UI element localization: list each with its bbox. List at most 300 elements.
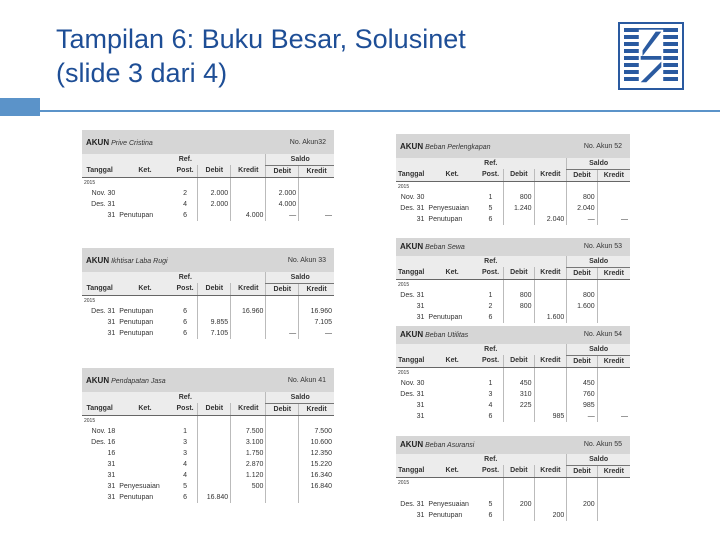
table-cell: 800 xyxy=(504,301,534,312)
table-row xyxy=(396,477,630,488)
table-cell: 200 xyxy=(567,499,597,510)
ledger-account-number: No. Akun 33 xyxy=(287,257,326,264)
table-cell xyxy=(534,400,567,411)
table-cell: 200 xyxy=(534,510,567,521)
table-cell xyxy=(266,317,299,328)
table-cell xyxy=(426,192,477,203)
table-cell xyxy=(117,470,172,481)
table-cell: 10.600 xyxy=(299,437,334,448)
table-cell: 2015 xyxy=(84,179,96,186)
table-row xyxy=(82,317,334,328)
table-cell: 5 xyxy=(183,483,188,490)
ledger-account-number: No. Akun 53 xyxy=(583,243,622,250)
header-post: Post. xyxy=(478,267,504,279)
header-post: Post. xyxy=(173,403,198,415)
table-cell: 31 xyxy=(107,494,116,501)
table-cell: 31 xyxy=(416,512,425,519)
table-cell xyxy=(299,492,334,503)
table-cell: 2015 xyxy=(398,479,410,486)
ledger-header xyxy=(82,130,334,154)
table-cell xyxy=(231,317,266,328)
table-cell xyxy=(534,389,567,400)
ledger-account-name: Beban Sewa xyxy=(425,244,465,251)
table-cell: Penutupan xyxy=(119,319,154,326)
table-cell: 16.960 xyxy=(231,306,266,317)
header-kredit: Kredit xyxy=(534,169,567,181)
table-cell: 31 xyxy=(416,413,425,420)
header-ket: Ket. xyxy=(426,169,477,181)
table-cell xyxy=(426,411,477,422)
table-cell: 7.105 xyxy=(198,328,231,339)
table-cell: — xyxy=(299,210,334,221)
table-cell: 2.000 xyxy=(198,199,231,210)
ledger-beban-sewa xyxy=(396,238,630,321)
ledger-beban-perlengkapan xyxy=(396,134,630,226)
table-row xyxy=(396,400,630,411)
table-row xyxy=(396,203,630,214)
table-cell xyxy=(426,378,477,389)
header-saldo-debit: Debit xyxy=(567,465,597,477)
header-post: Post. xyxy=(173,165,198,177)
table-cell: 9.855 xyxy=(198,317,231,328)
slide-title xyxy=(56,22,616,90)
table-cell: 2015 xyxy=(398,369,410,376)
header-ket: Ket. xyxy=(426,465,477,477)
table-cell: Des. 31 xyxy=(400,391,425,398)
table-cell: 500 xyxy=(231,481,266,492)
table-cell: Penutupan xyxy=(119,308,154,315)
table-cell xyxy=(266,426,299,437)
header-saldo: Saldo xyxy=(266,392,334,403)
table-cell xyxy=(266,437,299,448)
header-ket: Ket. xyxy=(426,355,477,367)
ledger-akun-label: AKUN Pendapatan Jasa xyxy=(86,376,166,385)
ledger-header xyxy=(82,368,334,392)
header-post: Post. xyxy=(478,355,504,367)
ledger-akun-label: AKUN Beban Utilitas xyxy=(400,330,469,339)
header-kredit: Kredit xyxy=(231,403,266,415)
ledger-table xyxy=(82,154,334,221)
table-cell: Penutupan xyxy=(119,494,154,501)
header-ref: Ref. xyxy=(478,344,504,355)
table-cell: 800 xyxy=(567,192,597,203)
table-cell xyxy=(597,290,630,301)
ledger-ikhtisar-laba-rugi xyxy=(82,248,334,346)
table-cell: 3 xyxy=(183,450,188,457)
ledger-table xyxy=(82,272,334,339)
ledger-table xyxy=(396,256,630,323)
table-cell xyxy=(299,188,334,199)
table-cell xyxy=(266,448,299,459)
table-cell: 6 xyxy=(183,330,188,337)
header-ref: Ref. xyxy=(478,158,504,169)
header-post: Post. xyxy=(478,169,504,181)
ledger-table xyxy=(396,454,630,521)
header-tanggal: Tanggal xyxy=(82,403,117,415)
table-cell xyxy=(198,306,231,317)
slide-title-line-1: Tampilan 6: Buku Besar, Solusinet xyxy=(56,24,466,54)
table-cell: 7.105 xyxy=(299,317,334,328)
table-cell: 760 xyxy=(567,389,597,400)
table-cell: 15.220 xyxy=(299,459,334,470)
table-cell: Des. 31 xyxy=(91,308,116,315)
table-cell xyxy=(117,426,172,437)
table-cell: 2015 xyxy=(84,417,96,424)
table-cell: Penutupan xyxy=(428,216,463,223)
table-cell: Des. 31 xyxy=(400,292,425,299)
table-row xyxy=(82,470,334,481)
header-ref: Ref. xyxy=(478,256,504,267)
table-cell: 31 xyxy=(107,483,116,490)
ledger-header xyxy=(396,134,630,158)
ledger-akun-label: AKUN Beban Perlengkapan xyxy=(400,142,491,151)
ledger-account-name: Ikhtisar Laba Rugi xyxy=(111,258,168,265)
header-debit: Debit xyxy=(198,283,231,295)
header-debit: Debit xyxy=(504,169,534,181)
table-cell: Penyesuaian xyxy=(428,205,469,212)
table-row xyxy=(396,510,630,521)
header-saldo-debit: Debit xyxy=(567,355,597,367)
table-cell: 4 xyxy=(183,461,188,468)
table-cell: 5 xyxy=(488,205,493,212)
header-post: Post. xyxy=(478,465,504,477)
table-cell xyxy=(597,389,630,400)
header-ket: Ket. xyxy=(426,267,477,279)
table-cell xyxy=(231,188,266,199)
table-cell: 31 xyxy=(107,472,116,479)
table-cell: 1.600 xyxy=(567,301,597,312)
table-cell xyxy=(231,492,266,503)
ledger-akun-label: AKUN Prive Cristina xyxy=(86,138,153,147)
table-cell: — xyxy=(597,214,630,225)
table-cell xyxy=(504,510,534,521)
ledger-header xyxy=(82,248,334,272)
table-cell: — xyxy=(266,328,299,339)
header-tanggal: Tanggal xyxy=(396,267,426,279)
header-saldo-kredit: Kredit xyxy=(597,355,630,367)
table-cell xyxy=(597,312,630,323)
ledger-header xyxy=(396,436,630,454)
table-cell xyxy=(231,199,266,210)
table-cell: Penutupan xyxy=(428,512,463,519)
table-cell: 450 xyxy=(504,378,534,389)
table-cell: 2.040 xyxy=(567,203,597,214)
header-tanggal: Tanggal xyxy=(82,283,117,295)
table-cell: 6 xyxy=(488,216,493,223)
ledger-akun-label: AKUN Ikhtisar Laba Rugi xyxy=(86,256,168,265)
table-cell: 6 xyxy=(183,319,188,326)
table-cell: 12.350 xyxy=(299,448,334,459)
table-row xyxy=(82,426,334,437)
header-ref: Ref. xyxy=(173,392,198,403)
table-cell: 16.960 xyxy=(299,306,334,317)
table-cell xyxy=(504,488,534,499)
table-cell: 2015 xyxy=(398,183,410,190)
table-cell: 6 xyxy=(488,512,493,519)
table-cell: Des. 16 xyxy=(91,439,116,446)
table-row xyxy=(82,492,334,503)
table-cell xyxy=(299,199,334,210)
table-cell: 4 xyxy=(183,201,188,208)
table-cell: 1 xyxy=(183,428,188,435)
header-ket: Ket. xyxy=(117,283,172,295)
ledger-akun-label: AKUN Beban Asuransi xyxy=(400,440,475,449)
table-row xyxy=(396,389,630,400)
header-ref: Ref. xyxy=(173,272,198,283)
table-cell xyxy=(231,328,266,339)
header-tanggal: Tanggal xyxy=(396,169,426,181)
table-cell xyxy=(534,290,567,301)
ledger-table xyxy=(396,344,630,422)
table-cell xyxy=(567,312,597,323)
header-tanggal: Tanggal xyxy=(396,355,426,367)
table-row xyxy=(82,177,334,188)
table-cell: 985 xyxy=(567,400,597,411)
table-cell xyxy=(426,301,477,312)
table-cell: 3.100 xyxy=(231,437,266,448)
table-cell xyxy=(534,378,567,389)
table-cell: Penyesuaian xyxy=(119,483,160,490)
table-cell: 225 xyxy=(504,400,534,411)
table-cell: 1.600 xyxy=(534,312,567,323)
table-cell xyxy=(117,199,172,210)
table-cell xyxy=(426,389,477,400)
table-row xyxy=(396,214,630,225)
table-cell xyxy=(534,203,567,214)
table-cell: — xyxy=(299,328,334,339)
table-cell: 31 xyxy=(416,402,425,409)
table-cell: 1.750 xyxy=(231,448,266,459)
table-cell: 3 xyxy=(488,391,493,398)
table-cell: 7.500 xyxy=(299,426,334,437)
table-cell xyxy=(266,470,299,481)
table-cell: 6 xyxy=(183,494,188,501)
table-cell: 800 xyxy=(504,192,534,203)
header-saldo-debit: Debit xyxy=(266,283,299,295)
table-cell: 3 xyxy=(183,439,188,446)
header-ref: Ref. xyxy=(173,154,198,165)
header-saldo-kredit: Kredit xyxy=(299,283,334,295)
header-saldo-debit: Debit xyxy=(266,165,299,177)
header-kredit: Kredit xyxy=(534,267,567,279)
table-cell xyxy=(198,210,231,221)
table-cell xyxy=(266,306,299,317)
table-cell: 2.870 xyxy=(231,459,266,470)
header-debit: Debit xyxy=(198,165,231,177)
table-cell xyxy=(597,192,630,203)
header-saldo-kredit: Kredit xyxy=(597,465,630,477)
table-cell: 310 xyxy=(504,389,534,400)
table-cell: 1 xyxy=(488,380,493,387)
table-row xyxy=(82,459,334,470)
table-cell: 4.000 xyxy=(266,199,299,210)
ledger-header xyxy=(396,238,630,256)
table-cell xyxy=(534,488,567,499)
table-cell: 5 xyxy=(488,501,493,508)
header-saldo: Saldo xyxy=(567,454,630,465)
slide-title-line-2: (slide 3 dari 4) xyxy=(56,58,228,88)
table-cell: 4 xyxy=(488,402,493,409)
table-cell: 31 xyxy=(107,461,116,468)
header-ket: Ket. xyxy=(117,403,172,415)
table-cell: Penyesuaian xyxy=(428,501,469,508)
table-cell xyxy=(426,400,477,411)
table-row xyxy=(82,188,334,199)
table-cell xyxy=(266,459,299,470)
table-cell: 31 xyxy=(107,319,116,326)
table-cell: 6 xyxy=(183,308,188,315)
table-cell: 2.000 xyxy=(266,188,299,199)
table-cell: 2015 xyxy=(398,281,410,288)
table-row xyxy=(396,499,630,510)
table-cell: 200 xyxy=(504,499,534,510)
ledger-account-number: No. Akun 52 xyxy=(583,143,622,150)
header-saldo-kredit: Kredit xyxy=(299,403,334,415)
table-row xyxy=(396,411,630,422)
table-cell xyxy=(504,411,534,422)
header-post: Post. xyxy=(173,283,198,295)
accent-square xyxy=(0,98,40,116)
table-cell xyxy=(478,488,504,499)
header-kredit: Kredit xyxy=(534,465,567,477)
ledger-beban-utilitas xyxy=(396,326,630,424)
table-cell: 800 xyxy=(567,290,597,301)
table-cell xyxy=(117,437,172,448)
ledger-account-number: No. Akun 54 xyxy=(583,331,622,338)
header-kredit: Kredit xyxy=(534,355,567,367)
table-cell xyxy=(426,488,477,499)
table-cell xyxy=(426,290,477,301)
table-cell xyxy=(198,459,231,470)
table-cell xyxy=(597,301,630,312)
header-tanggal: Tanggal xyxy=(396,465,426,477)
table-row xyxy=(82,437,334,448)
table-cell: 2 xyxy=(183,190,188,197)
table-cell: Nov. 30 xyxy=(400,194,425,201)
table-cell: 2.040 xyxy=(534,214,567,225)
ledger-account-name: Beban Asuransi xyxy=(425,442,475,449)
table-cell xyxy=(597,378,630,389)
header-saldo: Saldo xyxy=(266,154,334,165)
table-row xyxy=(396,312,630,323)
ledger-account-name: Beban Perlengkapan xyxy=(425,144,491,151)
table-cell: 31 xyxy=(416,303,425,310)
table-cell: 6 xyxy=(488,413,493,420)
ledger-account-name: Prive Cristina xyxy=(111,140,153,147)
ledger-prive-cristina xyxy=(82,130,334,226)
table-cell xyxy=(597,510,630,521)
table-cell: — xyxy=(266,210,299,221)
header-saldo: Saldo xyxy=(567,256,630,267)
table-cell: 31 xyxy=(416,216,425,223)
table-cell: 16 xyxy=(107,450,116,457)
title-divider xyxy=(40,110,720,112)
table-cell: 800 xyxy=(504,290,534,301)
table-cell xyxy=(534,301,567,312)
table-cell xyxy=(504,214,534,225)
table-cell xyxy=(597,488,630,499)
table-cell: 31 xyxy=(416,314,425,321)
header-kredit: Kredit xyxy=(231,283,266,295)
table-cell: Nov. 30 xyxy=(400,380,425,387)
table-cell: — xyxy=(567,411,597,422)
ledger-header xyxy=(396,326,630,344)
table-row xyxy=(82,328,334,339)
table-cell: 1.120 xyxy=(231,470,266,481)
ledger-beban-asuransi xyxy=(396,436,630,524)
header-saldo: Saldo xyxy=(567,344,630,355)
table-cell: 1.240 xyxy=(504,203,534,214)
ledger-table xyxy=(396,158,630,225)
table-cell xyxy=(504,312,534,323)
table-cell xyxy=(266,492,299,503)
table-row xyxy=(396,181,630,192)
ledger-table xyxy=(82,392,334,503)
table-cell: 4 xyxy=(183,472,188,479)
header-saldo-debit: Debit xyxy=(567,267,597,279)
table-cell xyxy=(534,192,567,203)
ledger-account-name: Pendapatan Jasa xyxy=(111,378,166,385)
header-saldo: Saldo xyxy=(567,158,630,169)
table-cell xyxy=(597,400,630,411)
table-cell: 2.000 xyxy=(198,188,231,199)
header-ref: Ref. xyxy=(478,454,504,465)
table-cell: 6 xyxy=(183,212,188,219)
table-cell: 1 xyxy=(488,194,493,201)
ledger-account-name: Beban Utilitas xyxy=(425,332,469,339)
table-cell: 2015 xyxy=(84,297,96,304)
table-cell: Nov. 30 xyxy=(91,190,116,197)
table-cell: 16.840 xyxy=(198,492,231,503)
table-row xyxy=(396,279,630,290)
table-cell: 7.500 xyxy=(231,426,266,437)
table-row xyxy=(396,367,630,378)
table-cell: — xyxy=(597,411,630,422)
table-row xyxy=(82,306,334,317)
table-cell: 985 xyxy=(534,411,567,422)
table-row xyxy=(396,301,630,312)
table-cell xyxy=(266,481,299,492)
table-cell xyxy=(198,426,231,437)
header-debit: Debit xyxy=(504,355,534,367)
table-cell: Des. 31 xyxy=(400,501,425,508)
table-row xyxy=(82,199,334,210)
company-logo-icon xyxy=(618,22,684,90)
table-cell xyxy=(597,499,630,510)
table-cell xyxy=(117,459,172,470)
ledger-account-number: No. Akun32 xyxy=(289,139,326,146)
table-row xyxy=(82,415,334,426)
table-cell: 450 xyxy=(567,378,597,389)
table-row xyxy=(82,295,334,306)
table-cell xyxy=(534,499,567,510)
table-cell: Penutupan xyxy=(119,212,154,219)
header-saldo-debit: Debit xyxy=(266,403,299,415)
table-row xyxy=(82,481,334,492)
header-kredit: Kredit xyxy=(231,165,266,177)
table-cell: 1 xyxy=(488,292,493,299)
table-cell: 6 xyxy=(488,314,493,321)
table-cell: 16.840 xyxy=(299,481,334,492)
table-cell: Des. 31 xyxy=(400,205,425,212)
ledger-account-number: No. Akun 41 xyxy=(287,377,326,384)
header-saldo-kredit: Kredit xyxy=(299,165,334,177)
table-cell xyxy=(117,188,172,199)
table-row xyxy=(396,378,630,389)
table-cell: Penutupan xyxy=(428,314,463,321)
table-row xyxy=(82,210,334,221)
header-saldo: Saldo xyxy=(266,272,334,283)
